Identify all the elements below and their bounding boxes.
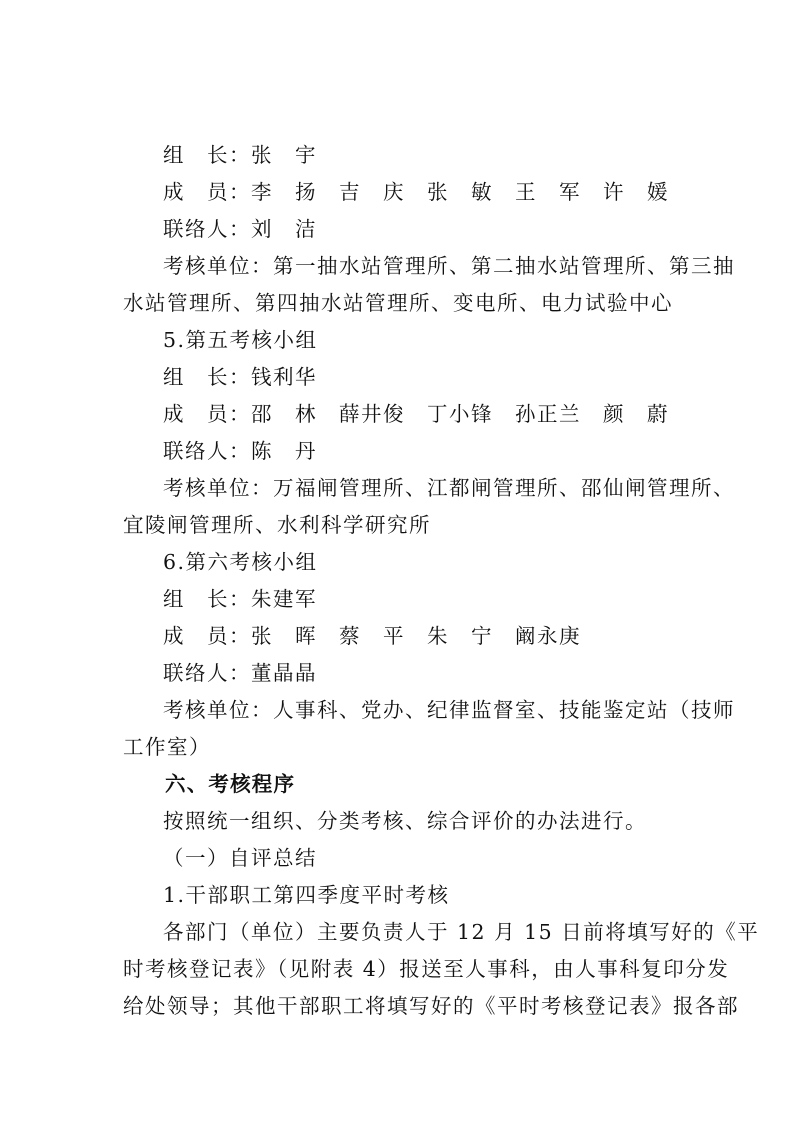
group6-contact: 联络人：董晶晶	[163, 661, 317, 685]
section-heading-procedure: 六、考核程序	[165, 772, 296, 796]
group6-leader: 组 长：朱建军	[163, 587, 317, 611]
group4-members: 成 员：李 扬 吉 庆 张 敏 王 军 许 媛	[163, 180, 669, 204]
group5-contact: 联络人：陈 丹	[163, 439, 317, 463]
group4-contact: 联络人：刘 洁	[163, 217, 317, 241]
paragraph-line3: 给处领导；其他干部职工将填写好的《平时考核登记表》报各部	[123, 994, 739, 1018]
group6-units-line1: 考核单位：人事科、党办、纪律监督室、技能鉴定站（技师	[163, 698, 735, 722]
group6-units-line2: 工作室）	[123, 735, 211, 759]
group5-heading: 5.第五考核小组	[163, 328, 318, 352]
group4-units-line2: 水站管理所、第四抽水站管理所、变电所、电力试验中心	[123, 291, 673, 315]
group5-units-line2: 宜陵闸管理所、水利科学研究所	[123, 513, 431, 537]
paragraph-line2: 时考核登记表》（见附表 4）报送至人事科，由人事科复印分发	[123, 957, 730, 981]
group6-heading: 6.第六考核小组	[163, 550, 318, 574]
group5-units-line1: 考核单位：万福闸管理所、江都闸管理所、邵仙闸管理所、	[163, 476, 735, 500]
subsection-self-evaluation: （一）自评总结	[163, 846, 317, 870]
group4-leader: 组 长：张 宇	[163, 143, 317, 167]
item-quarterly-assessment: 1.干部职工第四季度平时考核	[163, 883, 450, 907]
group5-leader: 组 长：钱利华	[163, 365, 317, 389]
group5-members: 成 员：邵 林 薛井俊 丁小锋 孙正兰 颜 蔚	[163, 402, 669, 426]
group4-units-line1: 考核单位：第一抽水站管理所、第二抽水站管理所、第三抽	[163, 254, 735, 278]
group6-members: 成 员：张 晖 蔡 平 朱 宁 阚永庚	[163, 624, 581, 648]
procedure-intro: 按照统一组织、分类考核、综合评价的办法进行。	[163, 809, 647, 833]
paragraph-line1: 各部门（单位）主要负责人于 12 月 15 日前将填写好的《平	[163, 920, 760, 944]
